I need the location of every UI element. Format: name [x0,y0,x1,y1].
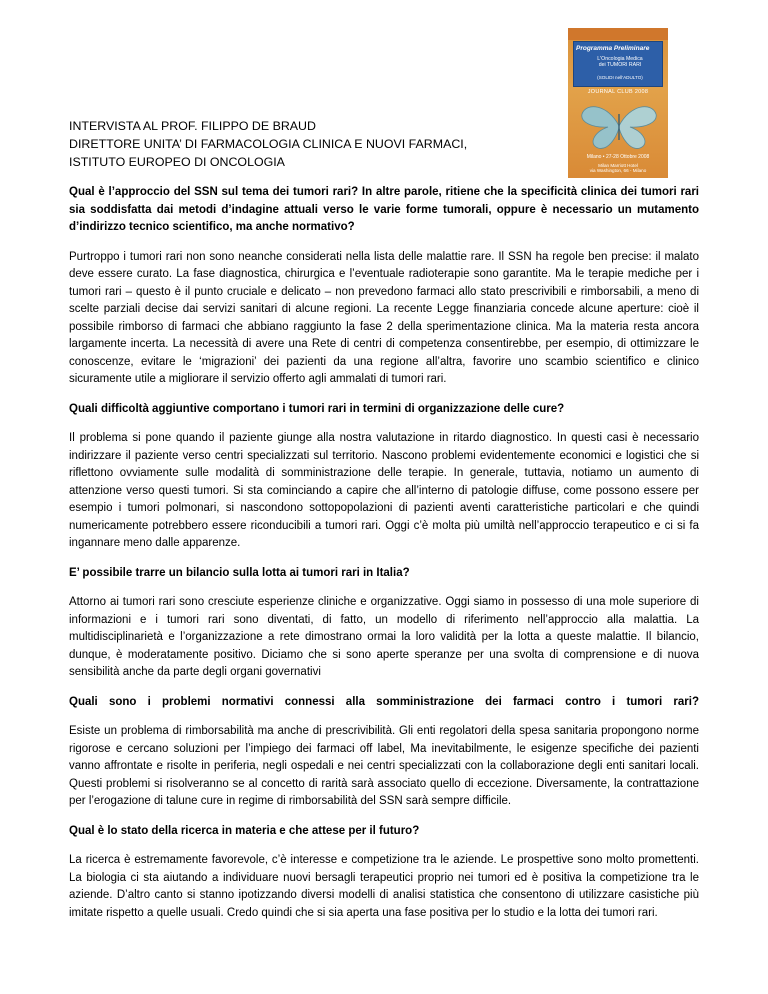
poster-date: Milano • 27-28 Ottobre 2008 [586,154,650,160]
poster-title: Programma Preliminare [576,45,650,52]
poster-venue-line2: via Washington, 66 - Milano [589,168,647,173]
answer-4: Esiste un problema di rimborsabilità ma anche di prescrivibilità. Gli enti regolatori della spesa sanitaria propongono norme rigorose e cercano soluzioni per l’impiego dei farmaci off label, Ma inevitabilmente, le esigenze specifiche dei pazienti vanno affrontate e risolte in periferia, negli ospedali e nei centri specializzati con la collaborazione degli enti sanitari locali. Questi problemi si risolveranno se al concetto di rarità sarà associato quello di eccezione. Diversamente, la contrattazione per l’erogazione di talune cure in regime di rimborsabilità del SSN sarà sempre difficile. [69,725,699,807]
question-2: Quali difficoltà aggiuntive comportano i tumori rari in termini di organizzazione delle cure? [69,402,565,415]
poster-subtitle [580,56,660,68]
interview-header [69,117,467,171]
question-3: E’ possibile trarre un bilancio sulla lotta ai tumori rari in Italia? [69,566,410,579]
event-poster-image [568,28,668,178]
butterfly-icon [578,100,660,152]
poster-venue-line1: Milan Marriott Hotel [598,163,638,168]
question-4: Quali sono i problemi normativi connessi alla somministrazione dei farmaci contro i tumori rari? [69,695,699,708]
poster-journal-club: JOURNAL CLUB 2008 [587,89,649,95]
poster-top-band [568,28,668,40]
poster-subtitle-line2: dei TUMORI RARI [598,62,642,68]
answer-5: La ricerca è estremamente favorevole, c’è interesse e competizione tra le aziende. Le prospettive sono molto promettenti. La biologia ci sta aiutando a individuare nuovi bersagli terapeutici proprio nei tumori ed è positiva la competizione tra le aziende. D’altro canto si stanno ipotizzando diversi modelli di analisi statistica che consentono di utilizzare casistiche più imitate rispetto a quelle usuali. Credo quindi che si sia aperta una fase positiva per lo studio e la lotta dei tumori rari. [69,854,699,919]
header-line-interview: INTERVISTA AL PROF. FILIPPO DE BRAUD [69,119,316,133]
header-line-institute: ISTITUTO EUROPEO DI ONCOLOGIA [69,155,285,169]
question-1: Qual è l’approccio del SSN sul tema dei tumori rari? In altre parole, ritiene che la specificità clinica dei tumori rari sia soddisfatta dai metodi d’indagine attuali verso le varie forme tumorali, oppure è necessario un mutamento d’indirizzo tecnico scientifico, ma anche normativo? [69,186,699,233]
question-5: Qual è lo stato della ricerca in materia e che attese per il futuro? [69,824,420,837]
poster-subtitle-line1: L'Oncologia Medica [597,56,643,62]
answer-1: Purtroppo i tumori rari non sono neanche considerati nella lista delle malattie rare. Il SSN ha regole ben precise: il malato deve essere curato. La fase diagnostica, chirurgica e l’eventuale radioterapie sono garantite. Ma le terapie mediche per i tumori rari – questo è il punto cruciale e delicato – non prevedono farmaci allo stato prescrivibili e rimborsabili, a meno di scelte parziali decise dai servizi sanitari di alcune regioni. La recente Legge finanziaria concede alcune aperture: cioè il possibile rimborso di farmaci che abbiano raggiunto la fase 2 della sperimentazione clinica. Ma la materia resta ancora largamente incerta. La necessità di avere una Rete di centri di competenza consentirebbe, per esempio, di ottimizzare le conoscenze, evitare le ‘migrazioni’ dei pazienti da una regione all’altra, favorire uno scambio scientifico e clinico sicuramente utile a migliorare il servizio offerto agli ammalati di tumori rari. [69,250,699,385]
interview-body [69,184,699,934]
answer-2: Il problema si pone quando il paziente giunge alla nostra valutazione in ritardo diagnostico. In questi casi è necessario indirizzare il paziente verso centri specializzati sul territorio. Nascono problemi evidentemente economici e logistici che si riflettono ovviamente sulle modalità di somministrazione delle terapie. In generale, tuttavia, notiamo un aumento di attenzione verso questi tumori. Si sta cominciando a capire che all’interno di patologie diffuse, come possono essere per esempio i tumori polmonari, si nascondono sottopopolazioni di pazienti aventi caratteristiche particolari e che quindi numericamente potrebbero essere riconducibili a tumori rari. Oggi c’è molta più umiltà nell’approccio terapeutico e ci si fa ingannare meno dalle apparenze. [69,432,699,549]
poster-subtitle-line3: (SOLIDI nell'ADULTO) [597,75,643,80]
answer-3: Attorno ai tumori rari sono cresciute esperienze cliniche e organizzative. Oggi siamo in possesso di una mole superiore di informazioni e i tumori rari sono diventati, di fatto, un modello di riferimento nell’approccio alla malattia. La multidisciplinarietà e l’organizzazione a rete dimostrano ormai la loro validità per la lotta a queste malattie. Il bilancio, dunque, è moderatamente positivo. Diciamo che si sono aperte speranze per una svolta di comprensione e di nuova sensibilità anche da parte degli organi governativi [69,596,699,678]
header-line-role: DIRETTORE UNITA’ DI FARMACOLOGIA CLINICA E NUOVI FARMACI, [69,137,468,151]
poster-venue [568,163,668,173]
